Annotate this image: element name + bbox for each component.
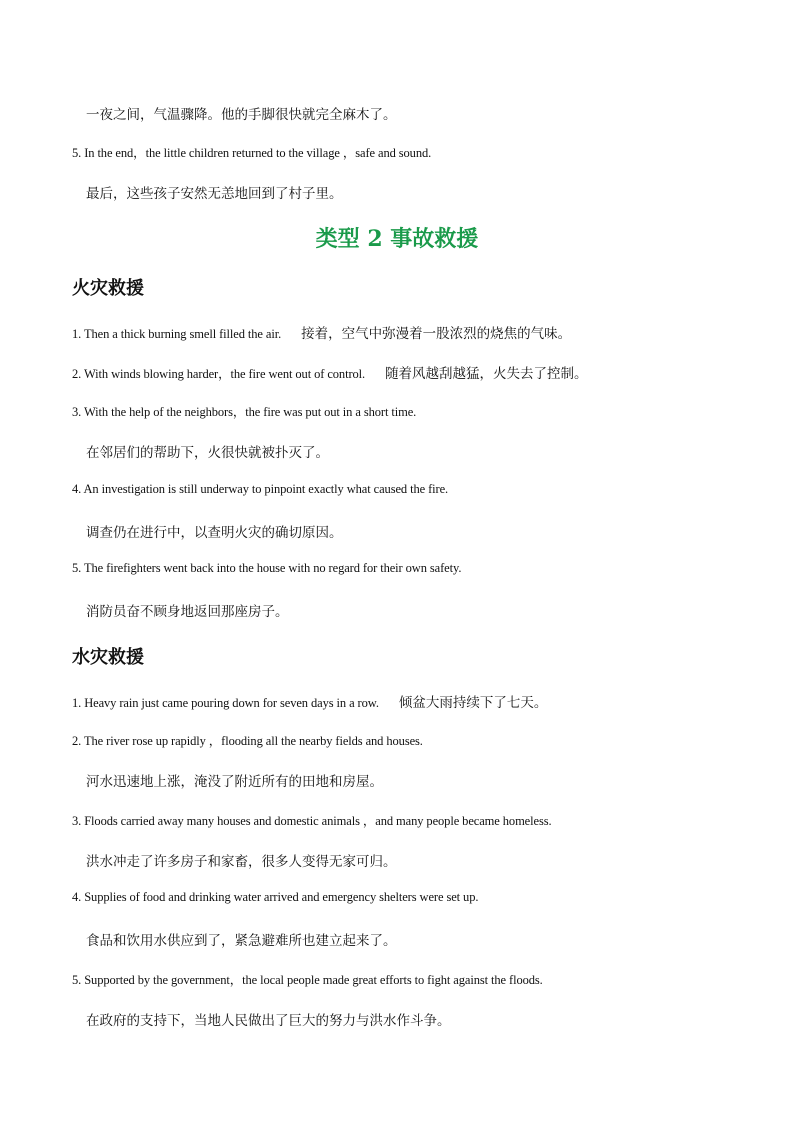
sentence-zh: 随着风越刮越猛，火失去了控制。 bbox=[385, 366, 588, 382]
sentence-zh: 在邻居们的帮助下，火很快就被扑灭了。 bbox=[86, 445, 329, 461]
sentence-zh: 食品和饮用水供应到了，紧急避难所也建立起来了。 bbox=[86, 933, 397, 949]
paragraph-zh: 一夜之间，气温骤降。他的手脚很快就完全麻木了。 bbox=[86, 107, 397, 123]
sentence-zh: 消防员奋不顾身地返回那座房子。 bbox=[86, 604, 289, 620]
sentence-en: 4. Supplies of food and drinking water arrived and emergency shelters were set up. bbox=[72, 890, 479, 904]
sentence-en: 5. In the end，the little children returned to the village ，safe and sound. bbox=[72, 146, 432, 160]
sentence-zh: 倾盆大雨持续下了七天。 bbox=[398, 695, 548, 711]
sentence-en: 2. The river rose up rapidly ，flooding all the nearby fields and houses. bbox=[72, 734, 423, 748]
subheading-flood: 水灾救援 bbox=[72, 647, 144, 668]
sentence-en: 2. With winds blowing harder，the fire went out of control. bbox=[72, 367, 366, 381]
section-title: 类型 2 事故救援 bbox=[315, 226, 479, 252]
sentence-zh: 河水迅速地上涨，淹没了附近所有的田地和房屋。 bbox=[86, 774, 383, 790]
subheading-fire: 火灾救援 bbox=[72, 278, 144, 299]
sentence-en: 3. Floods carried away many houses and domestic animals ，and many people became homeless. bbox=[72, 814, 552, 828]
sentence-zh: 调查仍在进行中，以查明火灾的确切原因。 bbox=[86, 525, 343, 541]
sentence-zh: 接着，空气中弥漫着一股浓烈的烧焦的气味。 bbox=[301, 326, 572, 342]
sentence-zh: 在政府的支持下，当地人民做出了巨大的努力与洪水作斗争。 bbox=[86, 1013, 451, 1029]
list-item bbox=[72, 362, 588, 383]
sentence-zh: 最后，这些孩子安然无恙地回到了村子里。 bbox=[86, 186, 343, 202]
sentence-en: 5. The firefighters went back into the house with no regard for their own safety. bbox=[72, 561, 462, 575]
sentence-en: 4. An investigation is still underway to pinpoint exactly what caused the fire. bbox=[72, 482, 449, 496]
sentence-en: 3. With the help of the neighbors，the fire was put out in a short time. bbox=[72, 405, 417, 419]
sentence-en: 5. Supported by the government，the local people made great efforts to fight against the floods. bbox=[72, 973, 543, 987]
list-item bbox=[72, 691, 547, 712]
list-item bbox=[72, 322, 571, 343]
sentence-en: 1. Then a thick burning smell filled the air. bbox=[72, 327, 282, 341]
sentence-zh: 洪水冲走了许多房子和家畜，很多人变得无家可归。 bbox=[86, 854, 397, 870]
sentence-en: 1. Heavy rain just came pouring down for seven days in a row. bbox=[72, 696, 379, 710]
